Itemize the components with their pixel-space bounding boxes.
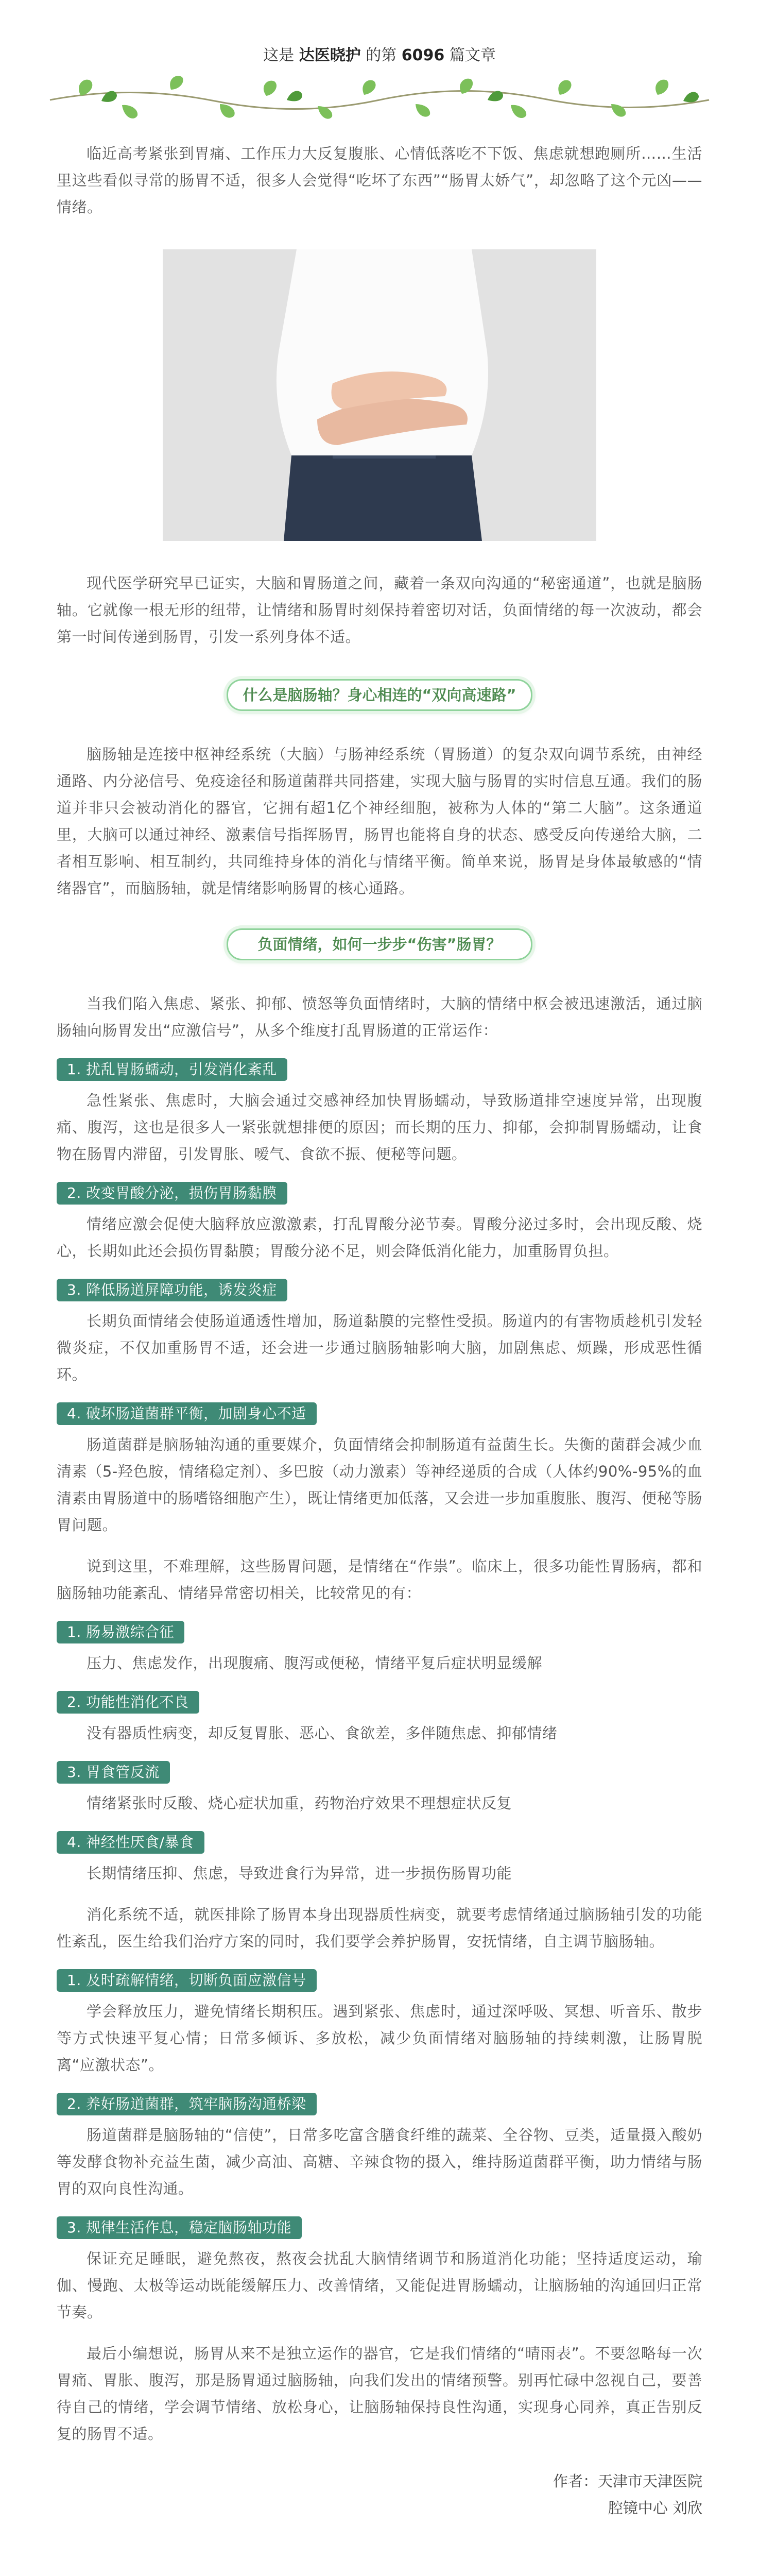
conclusion-paragraph: 最后小编想说，肠胃从来不是独立运作的器官，它是我们情绪的“晴雨表”。不要忽略每一次胃痛、胃胀、腹泻，那是肠胃通过脑肠轴，向我们发出的情绪预警。别再忙碌中忽视自己，要善待自己的情绪，学会调节情绪、放松身心，让脑肠轴保持良性沟通，实现身心同养，真正告别反复的肠胃不适。 — [57, 2345, 702, 2443]
mechanism-body-3: 长期负面情绪会使肠道通透性增加，肠道黏膜的完整性受损。肠道内的有害物质趁机引发轻微炎症，不仅加重肠胃不适，还会进一步通过脑肠轴影响大脑，加剧焦虑、烦躁，形成恶性循环。 — [57, 1312, 702, 1383]
tip-body-2: 肠道菌群是脑肠轴的“信使”，日常多吃富含膳食纤维的蔬菜、全谷物、豆类，适量摄入酸奶等发酵食物补充益生菌，减少高油、高糖、辛辣食物的摄入，维持肠道菌群平衡，助力情绪与肠胃的双向良性沟通。 — [57, 2126, 702, 2197]
disease-tag-1: 1. 肠易激综合征 — [57, 1621, 184, 1643]
intro-paragraph: 临近高考紧张到胃痛、工作压力大反复腹胀、心情低落吃不下饭、焦虑就想跑厕所……生活里这些看似寻常的肠胃不适，很多人会觉得“吃坏了东西”“肠胃太娇气”，却忽略了这个元凶——情绪。 — [57, 145, 702, 216]
mechanism-tag-4: 4. 破坏肠道菌群平衡，加剧身心不适 — [57, 1402, 317, 1425]
disease-body-3: 情绪紧张时反酸、烧心症状加重，药物治疗效果不理想症状反复 — [87, 1794, 512, 1812]
transition-paragraph: 消化系统不适，就医排除了肠胃本身出现器质性病变，就要考虑情绪通过脑肠轴引发的功能性紊乱，医生给我们治疗方案的同时，我们要学会养护肠胃，安抚情绪，自主调节脑肠轴。 — [57, 1906, 702, 1950]
emotion-intro-paragraph: 当我们陷入焦虑、紧张、抑郁、愤怒等负面情绪时，大脑的情绪中枢会被迅速激活，通过脑肠轴向肠胃发出“应激信号”，从多个维度打乱胃肠道的正常运作： — [57, 995, 702, 1039]
article-header — [0, 0, 759, 74]
disease-body-1: 压力、焦虑发作，出现腹痛、腹泻或便秘，情绪平复后症状明显缓解 — [87, 1654, 543, 1672]
mechanism-body-2: 情绪应激会促使大脑释放应激激素，打乱胃酸分泌节奏。胃酸分泌过多时，会出现反酸、烧心，长期如此还会损伤胃黏膜；胃酸分泌不足，则会降低消化能力，加重肠胃负担。 — [57, 1215, 702, 1260]
account-name[interactable]: 达医晓护 — [299, 46, 361, 64]
header-middle: 的第 — [366, 46, 397, 64]
mechanism-tag-2: 2. 改变胃酸分泌，损伤胃肠黏膜 — [57, 1182, 287, 1205]
mechanism-body-1: 急性紧张、焦虑时，大脑会通过交感神经加快胃肠蠕动，导致肠道排空速度异常，出现腹痛、腹泻，这也是很多人一紧张就想排便的原因；而长期的压力、抑郁，会抑制胃肠蠕动，让食物在肠胃内滞留，引发胃胀、嗳气、食欲不振、便秘等问题。 — [57, 1092, 702, 1163]
mechanism-tag-3: 3. 降低肠道屏障功能，诱发炎症 — [57, 1279, 287, 1301]
header-prefix: 这是 — [263, 46, 295, 64]
author-line-1: 作者：天津市天津医院 — [553, 2472, 702, 2490]
disease-tag-2: 2. 功能性消化不良 — [57, 1691, 199, 1714]
tip-tag-1: 1. 及时疏解情绪，切断负面应激信号 — [57, 1969, 317, 1992]
diseases-intro-paragraph: 说到这里，不难理解，这些肠胃问题，是情绪在“作祟”。临床上，很多功能性胃肠病，都和脑肠轴功能紊乱、情绪异常密切相关，比较常见的有： — [57, 1557, 702, 1602]
tip-tag-3: 3. 规律生活作息，稳定脑肠轴功能 — [57, 2216, 302, 2239]
article-number: 6096 — [401, 46, 445, 64]
header-suffix: 篇文章 — [449, 46, 496, 64]
disease-body-4: 长期情绪压抑、焦虑，导致进食行为异常，进一步损伤肠胃功能 — [87, 1865, 512, 1882]
mechanism-body-4: 肠道菌群是脑肠轴沟通的重要媒介，负面情绪会抑制肠道有益菌生长。失衡的菌群会减少血清素（5-羟色胺，情绪稳定剂）、多巴胺（动力激素）等神经递质的合成（人体约90%-95%的血清素由胃肠道中的肠嗜铬细胞产生），既让情绪更加低落，又会进一步加重腹胀、腹泻、便秘等肠胃问题。 — [57, 1436, 703, 1534]
tip-body-3: 保证充足睡眠，避免熬夜，熬夜会扰乱大脑情绪调节和肠道消化功能；坚持适度运动，瑜伽、慢跑、太极等运动既能缓解压力、改善情绪，又能促进胃肠蠕动，让脑肠轴的沟通回归正常节奏。 — [57, 2250, 702, 2321]
section-title-how-emotion-hurts: 负面情绪，如何一步步“伤害”肠胃？ — [227, 928, 532, 960]
leaf-vine-divider — [45, 74, 714, 131]
axis-paragraph: 现代医学研究早已证实，大脑和胃肠道之间，藏着一条双向沟通的“秘密通道”，也就是脑肠轴。它就像一根无形的纽带，让情绪和肠胃时刻保持着密切对话，负面情绪的每一次波动，都会第一时间传递到肠胃，引发一系列身体不适。 — [57, 574, 702, 646]
axis-definition-paragraph: 脑肠轴是连接中枢神经系统（大脑）与肠神经系统（胃肠道）的复杂双向调节系统，由神经通路、内分泌信号、免疫途径和肠道菌群共同搭建，实现大脑与肠胃的实时信息互通。我们的肠道并非只会被动消化的器官，它拥有超1亿个神经细胞，被称为人体的“第二大脑”。这条通道里，大脑可以通过神经、激素信号指挥肠胃，肠胃也能将自身的状态、感受反向传递给大脑，二者相互影响、相互制约，共同维持身体的消化与情绪平衡。简单来说，肠胃是身体最敏感的“情绪器官”，而脑肠轴，就是情绪影响肠胃的核心通路。 — [57, 745, 702, 897]
stomach-pain-photo — [163, 249, 596, 541]
disease-tag-4: 4. 神经性厌食/暴食 — [57, 1831, 204, 1854]
tip-tag-2: 2. 养好肠道菌群，筑牢脑肠沟通桥梁 — [57, 2093, 317, 2115]
section-title-what-is-axis: 什么是脑肠轴？身心相连的“双向高速路” — [227, 679, 532, 711]
tip-body-1: 学会释放压力，避免情绪长期积压。遇到紧张、焦虑时，通过深呼吸、冥想、听音乐、散步等方式快速平复心情；日常多倾诉、多放松，减少负面情绪对脑肠轴的持续刺激，让肠胃脱离“应激状态”。 — [57, 2003, 702, 2074]
mechanism-tag-1: 1. 扰乱胃肠蠕动，引发消化紊乱 — [57, 1058, 287, 1081]
disease-body-2: 没有器质性病变，却反复胃胀、恶心、食欲差，多伴随焦虑、抑郁情绪 — [87, 1724, 558, 1742]
disease-tag-3: 3. 胃食管反流 — [57, 1761, 170, 1784]
author-line-2: 腔镜中心 刘欣 — [608, 2499, 702, 2517]
